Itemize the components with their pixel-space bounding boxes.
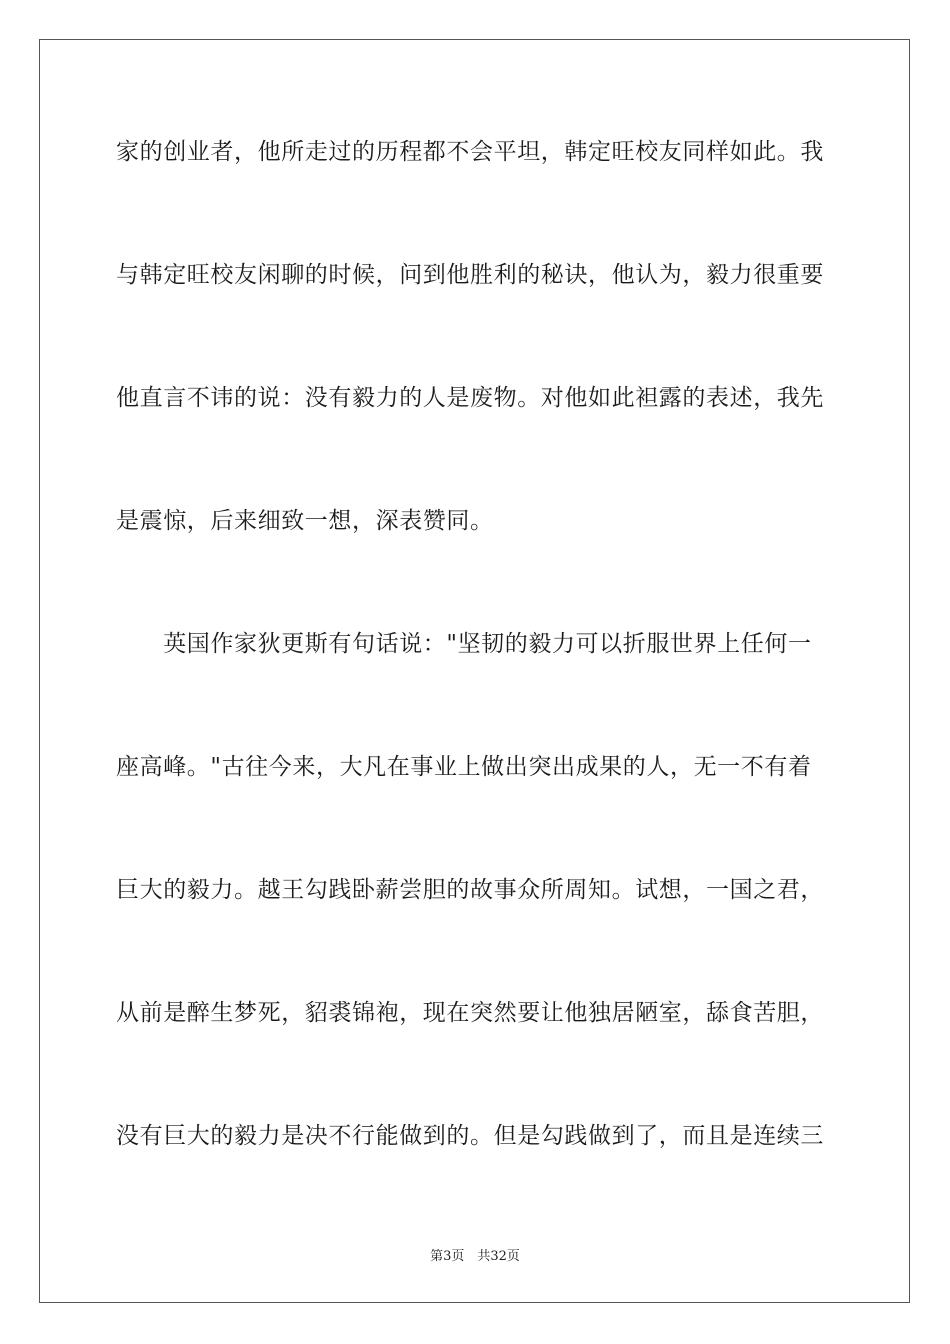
text-line-6: 座高峰。"古往今来，大凡在事业上做出突出成果的人，无一不有着: [116, 754, 812, 780]
page-footer: [0, 1245, 950, 1264]
text-line-8: 从前是醉生梦死，貂裘锦袍，现在突然要让他独居陋室，舔食苦胆，: [116, 1000, 824, 1026]
text-line-5: 英国作家狄更斯有句话说："坚韧的毅力可以折服世界上任何一: [116, 631, 812, 657]
text-line-4: 是震惊，后来细致一想，深表赞同。: [116, 508, 494, 534]
document-body: [116, 130, 836, 1237]
text-line-9: 没有巨大的毅力是决不行能做到的。但是勾践做到了，而且是连续三: [116, 1123, 824, 1149]
text-line-7: 巨大的毅力。越王勾践卧薪尝胆的故事众所周知。试想，一国之君，: [116, 877, 824, 903]
text-line-1: 家的创业者，他所走过的历程都不会平坦，韩定旺校友同样如此。我: [116, 139, 824, 165]
text-line-2: 与韩定旺校友闲聊的时候，问到他胜利的秘诀，他认为，毅力很重要: [116, 262, 824, 288]
text-line-3: 他直言不讳的说：没有毅力的人是废物。对他如此袒露的表述，我先: [116, 385, 824, 411]
page-number: 第3页 共32页: [430, 1249, 520, 1264]
